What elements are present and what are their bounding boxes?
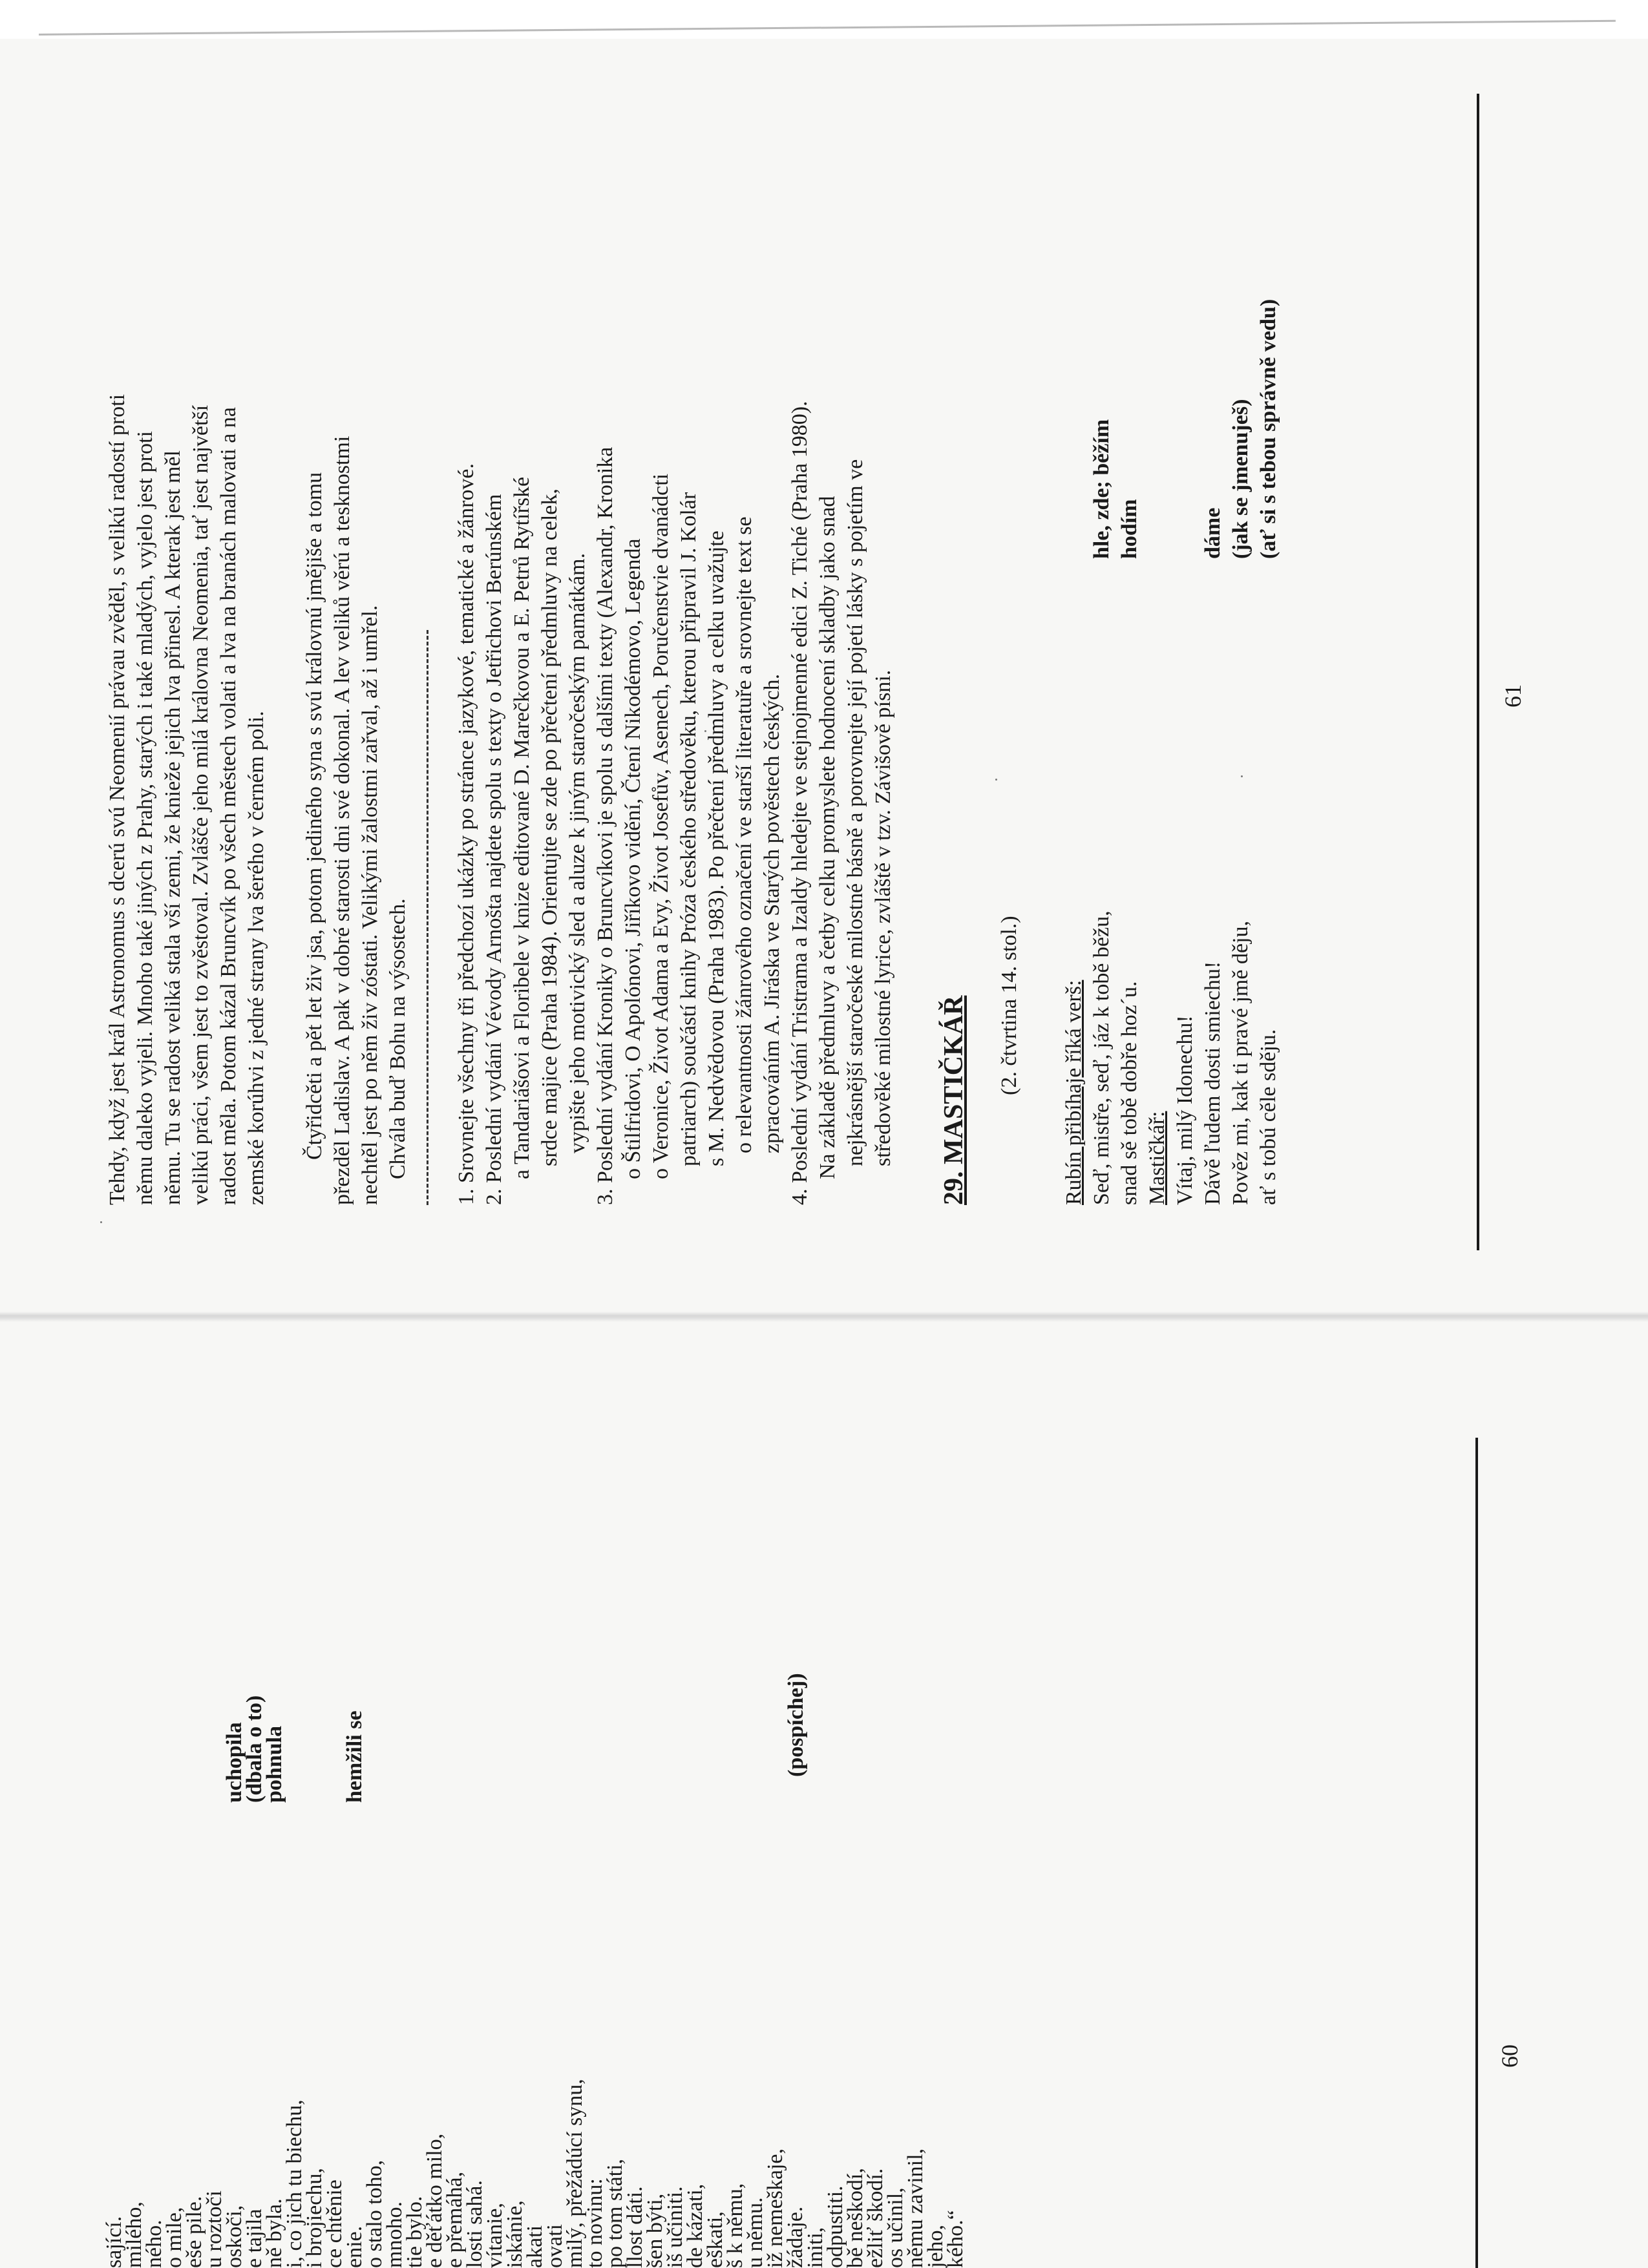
verse-line: Seď, mistře, seď, jáz k tobě běžu, [1090,910,1114,1205]
verse-fragment: u němu. [743,2197,767,2268]
verse-fragment: e děťátko milo, [423,2133,447,2268]
verse-fragment: de kázati, [683,2183,707,2268]
section-title: 29. MASTIČKÁŘ [939,995,969,1205]
book-fold-shadow [0,1312,1648,1322]
paragraph-line: Chvála buď Bohu na výsostech. [386,898,410,1179]
paragraph-line: nechtěl jest po něm živ zóstati. Velikými žalostmi zařval, až i umřel. [358,605,382,1205]
paragraph-line: Čtyřidcěti a pět let živ jsa, potom jediného syna s svú královnú jmějiše a tomu [302,472,326,1160]
verse-fragment: llost dáti. [623,2186,647,2268]
verse-fragment: i brojiechu, [302,2168,326,2268]
gloss: (jak se jmenuješ) [1229,399,1252,559]
page-number: 60 [1497,2044,1523,2068]
verse-fragment: oskoči, [222,2205,246,2268]
paragraph-line: přezděl Ladislav. A pak v dobré starosti dni své dokonal. A lev veliků věrú a tesknostmi [330,436,354,1205]
verse-fragment: enie. [343,2225,366,2268]
gloss: hodím [1117,499,1141,559]
verse-fragment: akati [523,2225,547,2268]
task-line: o Veronice, Život Adama a Evy, Život Josefův, Asenech, Poručenstvie dvanádcti [649,473,673,1179]
gloss: uchopila [222,1722,246,1803]
verse-fragment: initi, [803,2227,827,2268]
verse-fragment: iž nemeškaje, [763,2148,787,2268]
verse-fragment: š k němu, [723,2183,747,2268]
verse-fragment: jeho, [924,2224,947,2268]
task-line: a Tandariášovi a Floribele v knize editované D. Marečkovou a E. Petrů Rytířské [510,476,534,1179]
verse-speaker: Mastičkář: [1145,1111,1169,1205]
task-line: patriarch) součástí knihy Próza českého středověku, kterou připravil J. Kolár [677,492,701,1166]
verse-fragment: milého, [122,2201,146,2268]
verse-fragment: tie bylo. [403,2196,427,2268]
verse-speaker: Rubín přibíhaje říká verš: [1062,980,1086,1205]
task-line: nejkrásnější staročeské milostné básně a porovnejte její pojetí lásky s pojetím ve [843,459,867,1166]
verse-line: Vítaj, milý Idonechu! [1173,1015,1197,1205]
verse-fragment: iskánie, [503,2200,527,2268]
verse-fragment: eše pile. [182,2196,206,2268]
verse-fragment: ce chtěnie [322,2179,346,2268]
verse-fragment: e přemáhá, [443,2171,467,2268]
verse-fragment: bě neškodí, [843,2168,867,2268]
verse-fragment: losti sahá. [463,2180,487,2268]
intro-line: velikú práci, všem jest to zvěstoval. Zvlášče jeho milá královna Neomenia, tať jest najvětší [189,404,213,1205]
verse-fragment: vítanie, [483,2202,507,2268]
verse-fragment: šen býti, [643,2193,667,2268]
verse-fragment: sající. [102,2216,126,2268]
verse-fragment: i, co jich tu biechu, [282,2099,306,2268]
task-line: Na základě předmluvy a četby celku promyslete hodnocení skladby jako snad [816,496,840,1179]
gloss: (dbala o to) [242,1695,266,1803]
verse-fragment: němu zavinil, [903,2148,927,2268]
intro-line: radost měla. Potom kázal Bruncvík po všech městech volati a lva na branách malovati a na [217,407,240,1205]
verse-fragment: žádaje. [783,2206,807,2268]
verse-fragment: odpustiti. [823,2185,847,2268]
verse-fragment: kého.“ [944,2210,967,2268]
verse-fragment: to novinu: [583,2178,607,2268]
verse-line: ať s tobú cěle sděju. [1256,1029,1280,1205]
section-divider [427,630,428,1205]
verse-fragment: u roztoči [202,2190,226,2268]
task-line: 4. Poslední vydání Tristrama a Izaldy hledejte ve stejnojmenné edici Z. Tiché (Praha 1980). [788,401,812,1205]
task-line: srdce majice (Praha 1984). Orientujte se zde po přečtení předmluvy na celek, [538,488,562,1166]
verse-fragment: po tom státi, [603,2158,627,2268]
verse-fragment: ežliť škodí. [863,2168,887,2268]
verse-fragment: mnoho. [383,2201,407,2268]
verse-fragment: eškati, [703,2211,727,2268]
footer-rule [1475,1438,1478,2268]
task-line: s M. Nedvědovou (Praha 1983). Po přečtení předmluvy a celku uvažujte [704,530,728,1166]
page-61 [103,23,1590,1250]
section-subtitle: (2. čtvrtina 14. stol.) [997,916,1021,1095]
footer-rule [1477,94,1479,1250]
gloss: hle, zde; běžím [1090,419,1114,559]
verse-fragment: o mile, [162,2207,186,2268]
scan-speck [100,1221,102,1223]
intro-line: němu daleko vyjeli. Mnoho také jiných z Prahy, starých i také mladých, vyjelo jest proti [133,431,157,1205]
intro-line: zemské korúhvi z jedné strany lva šerého v černém poli. [244,711,268,1205]
page-number: 61 [1500,684,1526,708]
task-line: o relevantnosti žánrového označení ve starší literatuře a srovnejte text se [732,516,756,1153]
verse-fragment: iš učiniti. [663,2186,687,2268]
task-line: 3. Poslední vydání Kroniky o Bruncvíkovi je spolu s dalšími texty (Alexandr, Kronika [593,446,617,1205]
verse-fragment: ného. [142,2220,166,2268]
intro-line: němu. Tu se radost veliká stala vší zemi, že knieže jejich lva přinesl. A kterak jest měl [161,450,185,1205]
page-60 [100,1325,1523,2268]
task-line: středověké milostné lyrice, zvláště v tzv. Závišově písni. [871,669,895,1166]
intro-line: Tehdy, když jest král Astronomus s dcerú svú Neomenií právau zvěděl, s velikú radostí proti [105,394,129,1205]
gloss: (ať si s tebou správně vedu) [1256,299,1280,559]
gloss: dáme [1201,507,1225,559]
verse-line: Pověz mi, kak ti pravé jmě děju, [1229,921,1252,1205]
gloss: pohnula [262,1725,286,1803]
verse-fragment: ně byla. [262,2198,286,2268]
task-line: zpracováním A. Jiráska ve Starých pověstech českých. [760,673,784,1153]
verse-line: snad sě tobě dobře hoz´u. [1117,981,1141,1205]
verse-fragment: milý, přežádúcí synu, [563,2079,587,2268]
verse-fragment: e tajila [242,2209,266,2268]
task-line: 2. Poslední vydání Vévody Arnošta najdete spolu s texty o Jetřichovi Berúnském [482,494,506,1205]
gloss: hemžili se [343,1710,366,1803]
task-line: vypište jeho motivický sled a aluze k jiným staročeským památkám. [565,552,589,1153]
gloss: (pospíchej) [784,1673,808,1777]
verse-fragment: os učinil, [883,2187,907,2268]
task-line: 1. Srovnejte všechny tři předchozí ukázky po stránce jazykové, tematické a žánrové. [454,463,478,1205]
verse-fragment: ovati [543,2224,567,2268]
task-line: o Štilfridovi, O Apolónovi, Jiříkovo vidění, Čtení Nikodémovo, Legenda [621,538,645,1179]
verse-line: Dávě ľudem dosti smiechu! [1201,961,1225,1205]
verse-fragment: o stalo toho, [363,2159,386,2268]
